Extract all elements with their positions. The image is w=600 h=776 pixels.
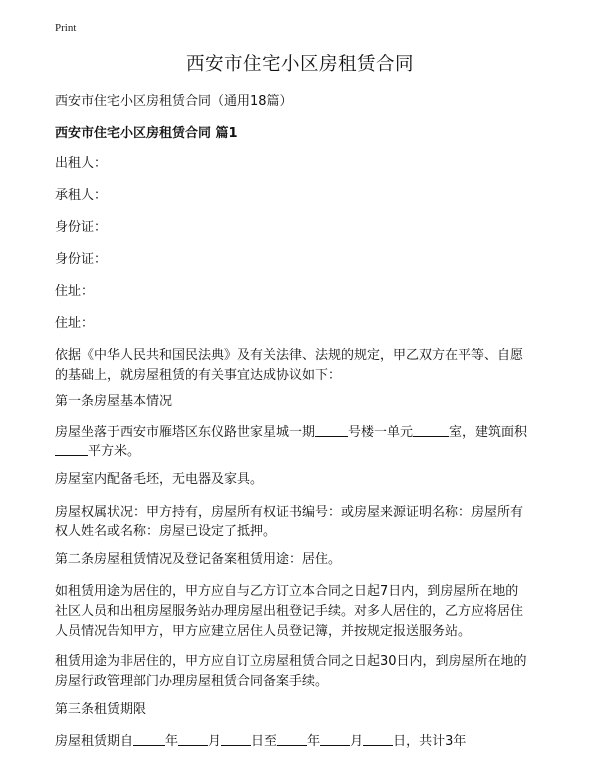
start-year-unit: 年 (165, 734, 179, 749)
residential-line-3: 人员情况告知甲方，甲方应建立居住人员登记簿，并按规定报送服务站。 (55, 624, 472, 639)
article3-heading: 第三条租赁期限 (55, 702, 147, 717)
landlord-address: 住址： (55, 284, 95, 299)
intro-line: 西安市住宅小区房租赁合同（通用18篇） (55, 94, 293, 109)
article1-heading: 第一条房屋基本情况 (55, 394, 173, 409)
property-location-line-2 (55, 441, 140, 463)
print-link[interactable]: Print (55, 22, 77, 34)
start-year-blank (133, 731, 165, 746)
residential-line-2: 社区人员和出租房屋服务站办理房屋出租登记手续。对多人居住的，乙方应将居住 (55, 604, 524, 619)
section-heading: 西安市住宅小区房租赁合同 篇1 (55, 126, 238, 141)
location-text-c: 室，建筑面积 (449, 425, 528, 440)
article2-heading: 第二条房屋租赁情况及登记备案租赁用途：居住。 (55, 552, 342, 567)
preamble-line-1: 依据《中华人民共和国民法典》及有关法律、法规的规定，甲乙双方在平等、自愿 (55, 348, 524, 363)
party-landlord: 出租人： (55, 156, 108, 171)
start-day-blank (221, 731, 251, 746)
lease-term-line (55, 731, 466, 753)
nonresidential-line-2: 房屋行政管理部门办理房屋租赁合同备案手续。 (55, 674, 329, 689)
document-title: 西安市住宅小区房租赁合同 (185, 54, 414, 75)
ownership-line-1: 房屋权属状况：甲方持有，房屋所有权证书编号：或房屋来源证明名称：房屋所有 (55, 505, 524, 520)
landlord-id: 身份证： (55, 220, 108, 235)
end-year-unit: 年 (307, 734, 321, 749)
ownership-line-2: 权人姓名或名称：房屋已设定了抵押。 (55, 524, 277, 539)
term-prefix: 房屋租赁期自 (55, 734, 134, 749)
location-text-a: 房屋坐落于西安市雁塔区东仪路世家星城一期 (55, 425, 316, 440)
nonresidential-line-1: 租赁用途为非居住的，甲方应自订立房屋租赁合同之日起30日内，到房屋所在地的 (55, 654, 527, 669)
furnishing-text: 房屋室内配备毛坯，无电器及家具。 (55, 472, 264, 487)
building-number-blank (315, 422, 348, 437)
tenant-address: 住址： (55, 316, 95, 331)
end-month-unit: 月 (350, 734, 364, 749)
room-number-blank (413, 422, 449, 437)
end-year-blank (277, 731, 307, 746)
end-month-blank (320, 731, 350, 746)
term-total: 日，共计3年 (393, 734, 467, 749)
party-tenant: 承租人： (55, 188, 108, 203)
tenant-id: 身份证： (55, 252, 108, 267)
start-day-unit: 日至 (251, 734, 278, 749)
preamble-line-2: 的基础上，就房屋租赁的有关事宜达成协议如下： (55, 368, 342, 383)
residential-line-1: 如租赁用途为居住的，甲方应自与乙方订立本合同之日起7日内，到房屋所在地的 (55, 584, 519, 599)
location-text-b: 号楼一单元 (348, 425, 414, 440)
location-text-d: 平方米。 (88, 444, 141, 459)
end-day-blank (363, 731, 393, 746)
start-month-blank (178, 731, 208, 746)
area-blank (55, 441, 88, 456)
start-month-unit: 月 (208, 734, 222, 749)
